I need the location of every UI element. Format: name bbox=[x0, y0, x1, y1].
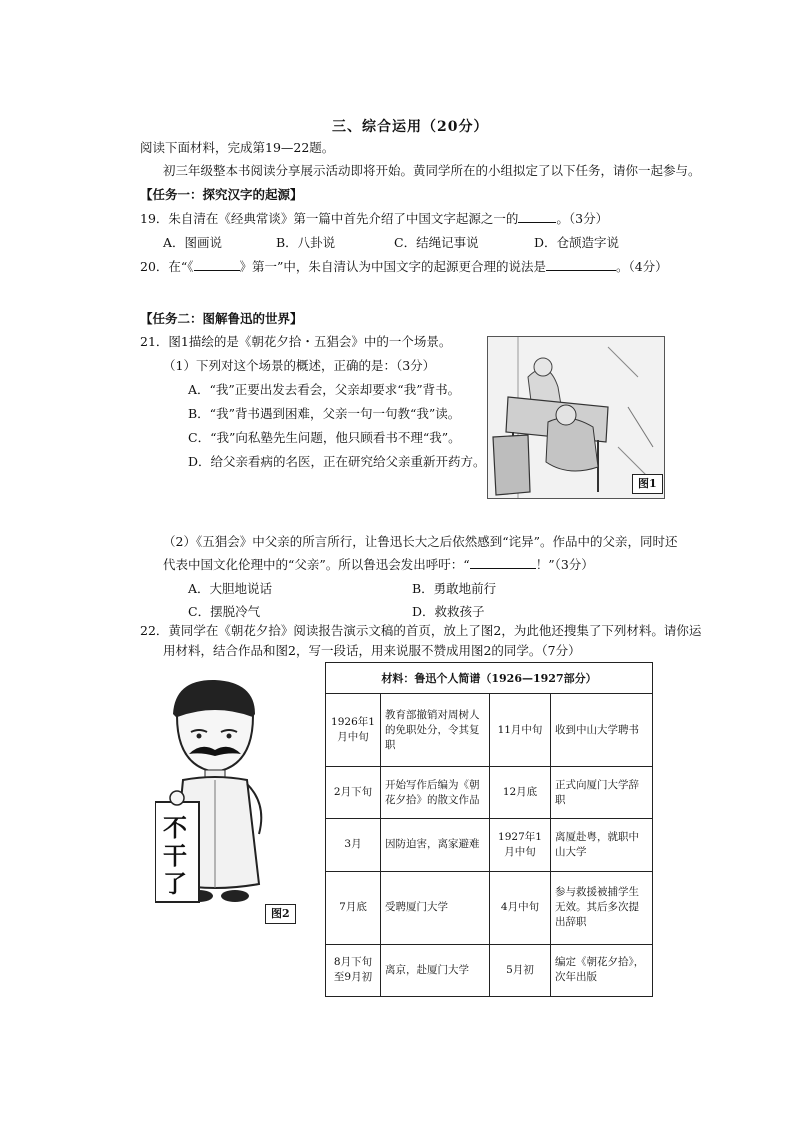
context-paragraph: 初三年级整本书阅读分享展示活动即将开始。黄同学所在的小组拟定了以下任务，请你一起参与。 bbox=[163, 163, 701, 178]
q21-option-a: A．“我”正要出发去看会，父亲却要求“我”背书。 bbox=[188, 382, 461, 397]
table-row bbox=[326, 767, 653, 819]
date-cell: 1926年1月中旬 bbox=[326, 694, 381, 767]
q19-option-d: D．仓颉造字说 bbox=[534, 235, 620, 250]
instructions: 阅读下面材料，完成第19—22题。 bbox=[140, 140, 335, 155]
q19-tail: 。（3分） bbox=[556, 211, 609, 226]
q21-sub2-line2 bbox=[163, 556, 594, 574]
event-cell: 编定《朝花夕拾》，次年出版 bbox=[551, 944, 653, 996]
date-cell: 12月底 bbox=[490, 767, 551, 819]
q19-text: 19．朱自清在《经典常谈》第一篇中首先介绍了中国文字起源之一的 bbox=[140, 211, 519, 226]
date-cell: 4月中旬 bbox=[490, 871, 551, 944]
date-cell: 2月下旬 bbox=[326, 767, 381, 819]
table-header-row bbox=[326, 663, 653, 694]
figure-1-label: 图1 bbox=[632, 474, 663, 494]
q21-sub2-line1: （2）《五猖会》中父亲的所言所行，让鲁迅长大之后依然感到“诧异”。作品中的父亲，同时还 bbox=[163, 534, 678, 549]
event-cell: 受聘厦门大学 bbox=[381, 871, 490, 944]
q20-text-2: 》第一”中，朱自清认为中国文字的起源更合理的说法是 bbox=[239, 259, 546, 274]
figure-2-label: 图2 bbox=[265, 904, 296, 924]
q21-sub2-answer-blank[interactable] bbox=[470, 568, 536, 569]
figure-1-illustration bbox=[487, 336, 665, 499]
section-title: 三、综合运用（20分） bbox=[332, 119, 489, 135]
sign-char-2: 干 bbox=[163, 841, 187, 870]
q20-tail: 。（4分） bbox=[615, 259, 668, 274]
figure-2-cartoon bbox=[155, 674, 285, 924]
q19-answer-blank[interactable] bbox=[518, 222, 556, 223]
event-cell: 正式向厦门大学辞职 bbox=[551, 767, 653, 819]
q21-sub1: （1）下列对这个场景的概述，正确的是：（3分） bbox=[163, 358, 436, 373]
table-title: 材料：鲁迅个人简谱（1926—1927部分） bbox=[326, 663, 653, 694]
q19-option-a: A．图画说 bbox=[163, 235, 223, 250]
chronology-table bbox=[325, 662, 653, 997]
date-cell: 5月初 bbox=[490, 944, 551, 996]
q21-sub2-option-b: B．勇敢地前行 bbox=[412, 581, 497, 596]
q20-text-1: 20．在“《 bbox=[140, 259, 194, 274]
date-cell: 7月底 bbox=[326, 871, 381, 944]
event-cell: 离厦赴粤，就职中山大学 bbox=[551, 819, 653, 871]
table-row bbox=[326, 944, 653, 996]
date-cell: 8月下旬至9月初 bbox=[326, 944, 381, 996]
q20-book-blank[interactable] bbox=[194, 270, 240, 271]
q20-stem bbox=[140, 258, 668, 276]
event-cell: 收到中山大学聘书 bbox=[551, 694, 653, 767]
date-cell: 3月 bbox=[326, 819, 381, 871]
q21-option-b: B．“我”背书遇到困难，父亲一句一句教“我”读。 bbox=[188, 406, 461, 421]
q21-option-d: D．给父亲看病的名医，正在研究给父亲重新开药方。 bbox=[188, 454, 486, 469]
event-cell: 离京，赴厦门大学 bbox=[381, 944, 490, 996]
q19-option-c: C．结绳记事说 bbox=[394, 235, 479, 250]
sign-char-3: 了 bbox=[163, 869, 187, 898]
q21-sub2-tail: ！”（3分） bbox=[535, 557, 594, 572]
date-cell: 1927年1月中旬 bbox=[490, 819, 551, 871]
table-row bbox=[326, 694, 653, 767]
event-cell: 教育部撤销对周树人的免职处分，令其复职 bbox=[381, 694, 490, 767]
task1-heading: 【任务一：探究汉字的起源】 bbox=[140, 187, 303, 202]
q19-option-b: B．八卦说 bbox=[276, 235, 336, 250]
q21-stem: 21．图1描绘的是《朝花夕拾・五猖会》中的一个场景。 bbox=[140, 334, 452, 349]
q21-sub2-option-d: D．救救孩子 bbox=[412, 604, 485, 619]
q21-sub2-option-a: A．大胆地说话 bbox=[188, 581, 273, 596]
q21-option-c: C．“我”向私塾先生问题，他只顾看书不理“我”。 bbox=[188, 430, 461, 445]
q22-line1: 22．黄同学在《朝花夕拾》阅读报告演示文稿的首页，放上了图2，为此他还搜集了下列材料。请你运 bbox=[140, 623, 702, 638]
sign-char-1: 不 bbox=[163, 813, 187, 842]
task2-heading: 【任务二：图解鲁迅的世界】 bbox=[140, 311, 303, 326]
q21-sub2-option-c: C．摆脱冷气 bbox=[188, 604, 261, 619]
event-cell: 开始写作后编为《朝花夕拾》的散文作品 bbox=[381, 767, 490, 819]
table-row bbox=[326, 871, 653, 944]
event-cell: 因防迫害，离家避难 bbox=[381, 819, 490, 871]
date-cell: 11月中旬 bbox=[490, 694, 551, 767]
q20-answer-blank[interactable] bbox=[546, 270, 616, 271]
event-cell: 参与救援被捕学生无效。其后多次提出辞职 bbox=[551, 871, 653, 944]
table-row bbox=[326, 819, 653, 871]
q22-line2: 用材料，结合作品和图2，写一段话，用来说服不赞成用图2的同学。（7分） bbox=[163, 643, 581, 658]
q21-sub2-text: 代表中国文化伦理中的“父亲”。所以鲁迅会发出呼吁：“ bbox=[163, 557, 470, 572]
q19-stem bbox=[140, 210, 608, 228]
